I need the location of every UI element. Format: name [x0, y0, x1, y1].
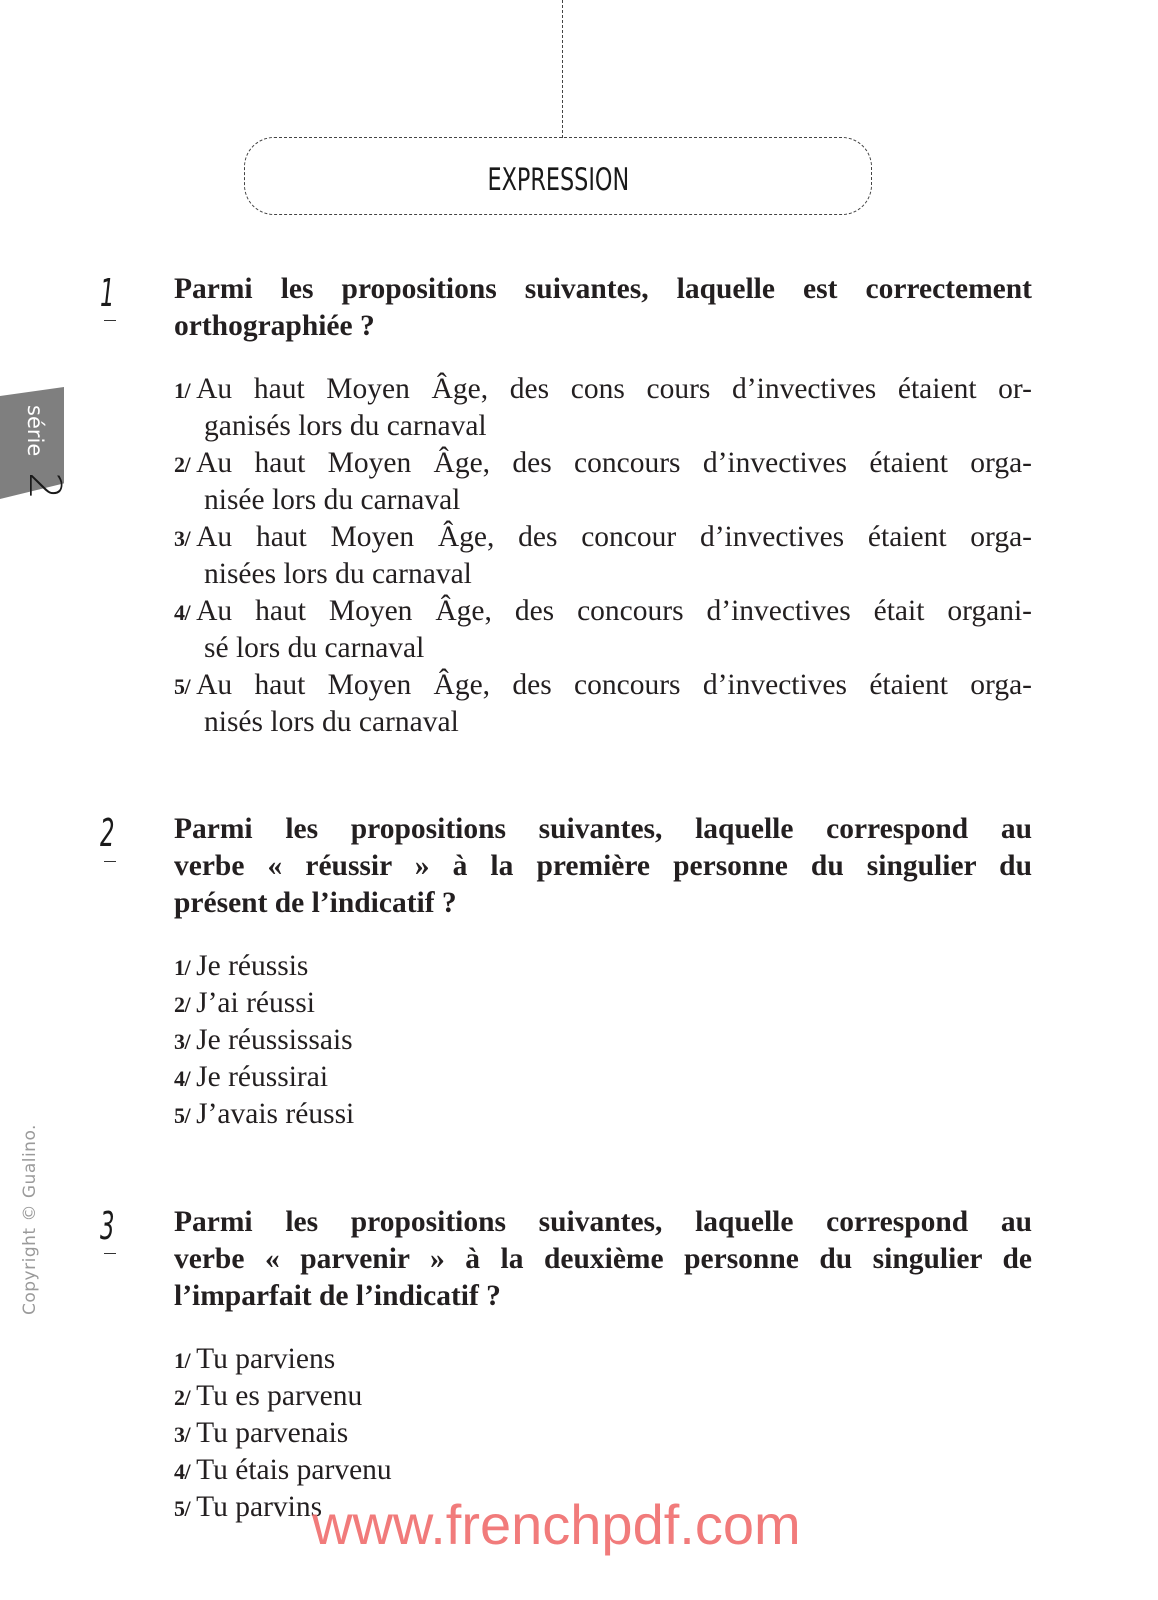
option-number: 2/: [174, 1385, 191, 1410]
answer-option-5[interactable]: [174, 1096, 1032, 1133]
option-text: Au haut Moyen Âge, des cons cours d’invectives étaient or-: [196, 373, 1032, 405]
option-number: 3/: [174, 1422, 191, 1447]
option-number: 5/: [174, 1103, 191, 1128]
question-number: 2: [100, 811, 115, 855]
section-header: [244, 137, 872, 215]
answer-options: [174, 371, 1032, 741]
answer-option-4[interactable]: [174, 1452, 1032, 1489]
header-connector-line: [562, 0, 563, 138]
question-number-underline: [104, 1253, 116, 1254]
question-stem: [174, 1204, 1032, 1315]
section-title: expression: [487, 150, 629, 201]
option-text-continued: nisées lors du carnaval: [204, 558, 472, 590]
series-tab-label: série: [23, 405, 47, 457]
question-number-underline: [104, 320, 116, 321]
option-number: 3/: [174, 1029, 191, 1054]
option-text: Je réussirai: [196, 1061, 329, 1093]
option-text: Au haut Moyen Âge, des concour d’invectives étaient orga-: [196, 521, 1032, 553]
option-number: 5/: [174, 1496, 191, 1521]
option-number: 5/: [174, 674, 191, 699]
option-number: 2/: [174, 452, 191, 477]
answer-option-4[interactable]: [174, 593, 1032, 667]
answer-option-2[interactable]: [174, 1378, 1032, 1415]
question-stem: [174, 811, 1032, 922]
option-number: 1/: [174, 378, 191, 403]
option-text: Au haut Moyen Âge, des concours d’invectives étaient orga-: [196, 447, 1032, 479]
copyright-notice: Copyright © Gualino.: [20, 1124, 40, 1315]
option-text: Tu es parvenu: [196, 1380, 363, 1412]
option-text: Au haut Moyen Âge, des concours d’invectives étaient orga-: [196, 669, 1032, 701]
option-text: Tu parvins: [196, 1491, 323, 1523]
answer-option-2[interactable]: [174, 445, 1032, 519]
answer-option-2[interactable]: [174, 985, 1032, 1022]
answer-option-5[interactable]: [174, 667, 1032, 741]
option-text: J’ai réussi: [196, 987, 315, 1019]
answer-option-3[interactable]: [174, 519, 1032, 593]
option-number: 4/: [174, 1066, 191, 1091]
option-number: 4/: [174, 1459, 191, 1484]
option-text-continued: sé lors du carnaval: [204, 632, 425, 664]
option-number: 4/: [174, 600, 191, 625]
stem-line: verbe « réussir » à la première personne du singulier du: [174, 850, 1032, 882]
option-number: 1/: [174, 1348, 191, 1373]
option-number: 3/: [174, 526, 191, 551]
option-text-continued: ganisés lors du carnaval: [204, 410, 487, 442]
stem-line: Parmi les propositions suivantes, laquelle est correctement: [174, 273, 1032, 305]
option-text: Je réussis: [196, 950, 309, 982]
answer-option-3[interactable]: [174, 1415, 1032, 1452]
option-text: J’avais réussi: [196, 1098, 355, 1130]
answer-option-1[interactable]: [174, 371, 1032, 445]
answer-option-1[interactable]: [174, 948, 1032, 985]
option-text: Tu parvenais: [196, 1417, 349, 1449]
option-text: Au haut Moyen Âge, des concours d’invectives était organi-: [196, 595, 1032, 627]
option-text: Tu étais parvenu: [196, 1454, 392, 1486]
question-number: 1: [100, 271, 115, 315]
option-number: 1/: [174, 955, 191, 980]
question-number-underline: [104, 861, 116, 862]
answer-option-1[interactable]: [174, 1341, 1032, 1378]
watermark-link[interactable]: www.frenchpdf.com: [312, 1493, 801, 1556]
stem-line: présent de l’indicatif ?: [174, 887, 457, 919]
answer-option-3[interactable]: [174, 1022, 1032, 1059]
option-text: Tu parviens: [196, 1343, 336, 1375]
option-text-continued: nisés lors du carnaval: [204, 706, 459, 738]
option-text: Je réussissais: [196, 1024, 353, 1056]
answer-option-4[interactable]: [174, 1059, 1032, 1096]
stem-line: verbe « parvenir » à la deuxième personne du singulier de: [174, 1243, 1032, 1275]
question-stem: [174, 271, 1032, 345]
answer-options: [174, 948, 1032, 1133]
stem-line: Parmi les propositions suivantes, laquelle correspond au: [174, 1206, 1032, 1238]
stem-line: Parmi les propositions suivantes, laquelle correspond au: [174, 813, 1032, 845]
stem-line: orthographiée ?: [174, 310, 375, 342]
option-text-continued: nisée lors du carnaval: [204, 484, 461, 516]
series-tab-number: 2: [19, 472, 70, 500]
option-number: 2/: [174, 992, 191, 1017]
question-number: 3: [100, 1204, 115, 1248]
stem-line: l’imparfait de l’indicatif ?: [174, 1280, 501, 1312]
